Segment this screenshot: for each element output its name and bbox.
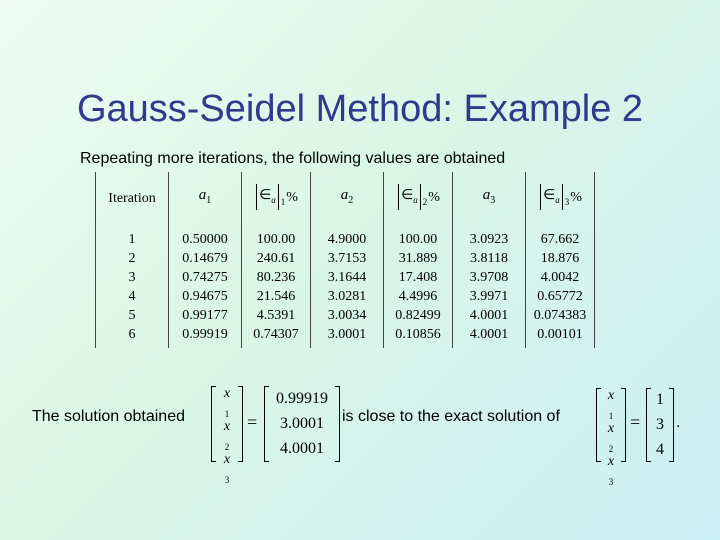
table-cell: 3.9708 xyxy=(453,268,526,287)
table-cell: 4.9000 xyxy=(311,224,384,249)
table-row xyxy=(96,287,595,306)
slide-subtitle: Repeating more iterations, the following values are obtained xyxy=(80,150,506,167)
table-cell: 2 xyxy=(96,249,169,268)
variable-x3: x $_3$ xyxy=(607,453,615,487)
table-cell: 3.0034 xyxy=(311,306,384,325)
table-cell: 3.8118 xyxy=(453,249,526,268)
table-cell: 21.546 xyxy=(242,287,311,306)
table-cell: 3.0923 xyxy=(453,224,526,249)
table-cell: 0.99919 xyxy=(169,325,242,348)
table-cell: 4.0042 xyxy=(526,268,595,287)
exact-variable-vector xyxy=(596,388,626,487)
slide-title: Gauss-Seidel Method: Example 2 xyxy=(76,88,644,130)
table-cell: 0.14679 xyxy=(169,249,242,268)
table-cell: 4 xyxy=(96,287,169,306)
iteration-table xyxy=(95,172,595,348)
solution-value: 3.0001 xyxy=(280,414,324,432)
variable-x3: x $_3$ xyxy=(223,451,231,485)
table-row xyxy=(96,325,595,348)
table-cell: 31.889 xyxy=(384,249,453,268)
table-cell: 17.408 xyxy=(384,268,453,287)
solution-equals-sign: = xyxy=(247,412,258,432)
table-cell: 18.876 xyxy=(526,249,595,268)
variable-x2: x $_2$ xyxy=(607,420,615,454)
variable-x2: x $_2$ xyxy=(223,418,231,452)
table-cell: 3.0001 xyxy=(311,325,384,348)
table-cell: 0.74275 xyxy=(169,268,242,287)
table-cell: 0.94675 xyxy=(169,287,242,306)
header-a2: $a_2$ xyxy=(311,172,384,224)
table-cell: 3.7153 xyxy=(311,249,384,268)
table-cell: 0.10856 xyxy=(384,325,453,348)
table-cell: 0.99177 xyxy=(169,306,242,325)
table-cell: 5 xyxy=(96,306,169,325)
table-cell: 0.65772 xyxy=(526,287,595,306)
header-error-a2: $\in_a$ $_2$% xyxy=(384,172,453,224)
header-a3: $a_3$ xyxy=(453,172,526,224)
table-cell: 3.1644 xyxy=(311,268,384,287)
table-cell: 6 xyxy=(96,325,169,348)
table-cell: 240.61 xyxy=(242,249,311,268)
exact-solution-label: is close to the exact solution of xyxy=(342,408,560,425)
table-cell: 4.0001 xyxy=(453,325,526,348)
table-cell: 100.00 xyxy=(242,224,311,249)
solution-variable-vector xyxy=(211,386,243,485)
table-cell: 67.662 xyxy=(526,224,595,249)
table-cell: 1 xyxy=(96,224,169,249)
solution-label: The solution obtained xyxy=(32,408,185,425)
table-row xyxy=(96,306,595,325)
header-error-a1: $\in_a$ $_1$% xyxy=(242,172,311,224)
table-cell: 4.0001 xyxy=(453,306,526,325)
exact-value-vector xyxy=(646,388,674,462)
table-cell: 100.00 xyxy=(384,224,453,249)
solution-value: 4.0001 xyxy=(280,440,324,458)
table-cell: 3.0281 xyxy=(311,287,384,306)
sentence-period: . xyxy=(676,414,681,431)
variable-x1: x $_1$ xyxy=(607,388,615,421)
table-cell: 4.4996 xyxy=(384,287,453,306)
variable-x1: x $_1$ xyxy=(223,386,231,419)
header-a1: $a_1$ xyxy=(169,172,242,224)
exact-equals-sign: = xyxy=(630,412,641,432)
exact-value: 4 xyxy=(656,440,664,458)
exact-value: 1 xyxy=(656,391,664,409)
table-row xyxy=(96,268,595,287)
solution-value-vector xyxy=(264,386,340,462)
table-cell: 3 xyxy=(96,268,169,287)
table-cell: 0.074383 xyxy=(526,306,595,325)
table-cell: 3.9971 xyxy=(453,287,526,306)
exact-value: 3 xyxy=(656,415,664,433)
table-cell: 0.74307 xyxy=(242,325,311,348)
table-cell: 0.50000 xyxy=(169,224,242,249)
table-cell: 80.236 xyxy=(242,268,311,287)
solution-value: 0.99919 xyxy=(276,389,328,407)
table-row xyxy=(96,224,595,249)
table-cell: 4.5391 xyxy=(242,306,311,325)
table-row xyxy=(96,249,595,268)
table-cell: 0.82499 xyxy=(384,306,453,325)
table-cell: 0.00101 xyxy=(526,325,595,348)
header-error-a3: $\in_a$ $_3$% xyxy=(526,172,595,224)
header-iteration: Iteration xyxy=(96,172,169,224)
table-header-row xyxy=(96,172,595,224)
